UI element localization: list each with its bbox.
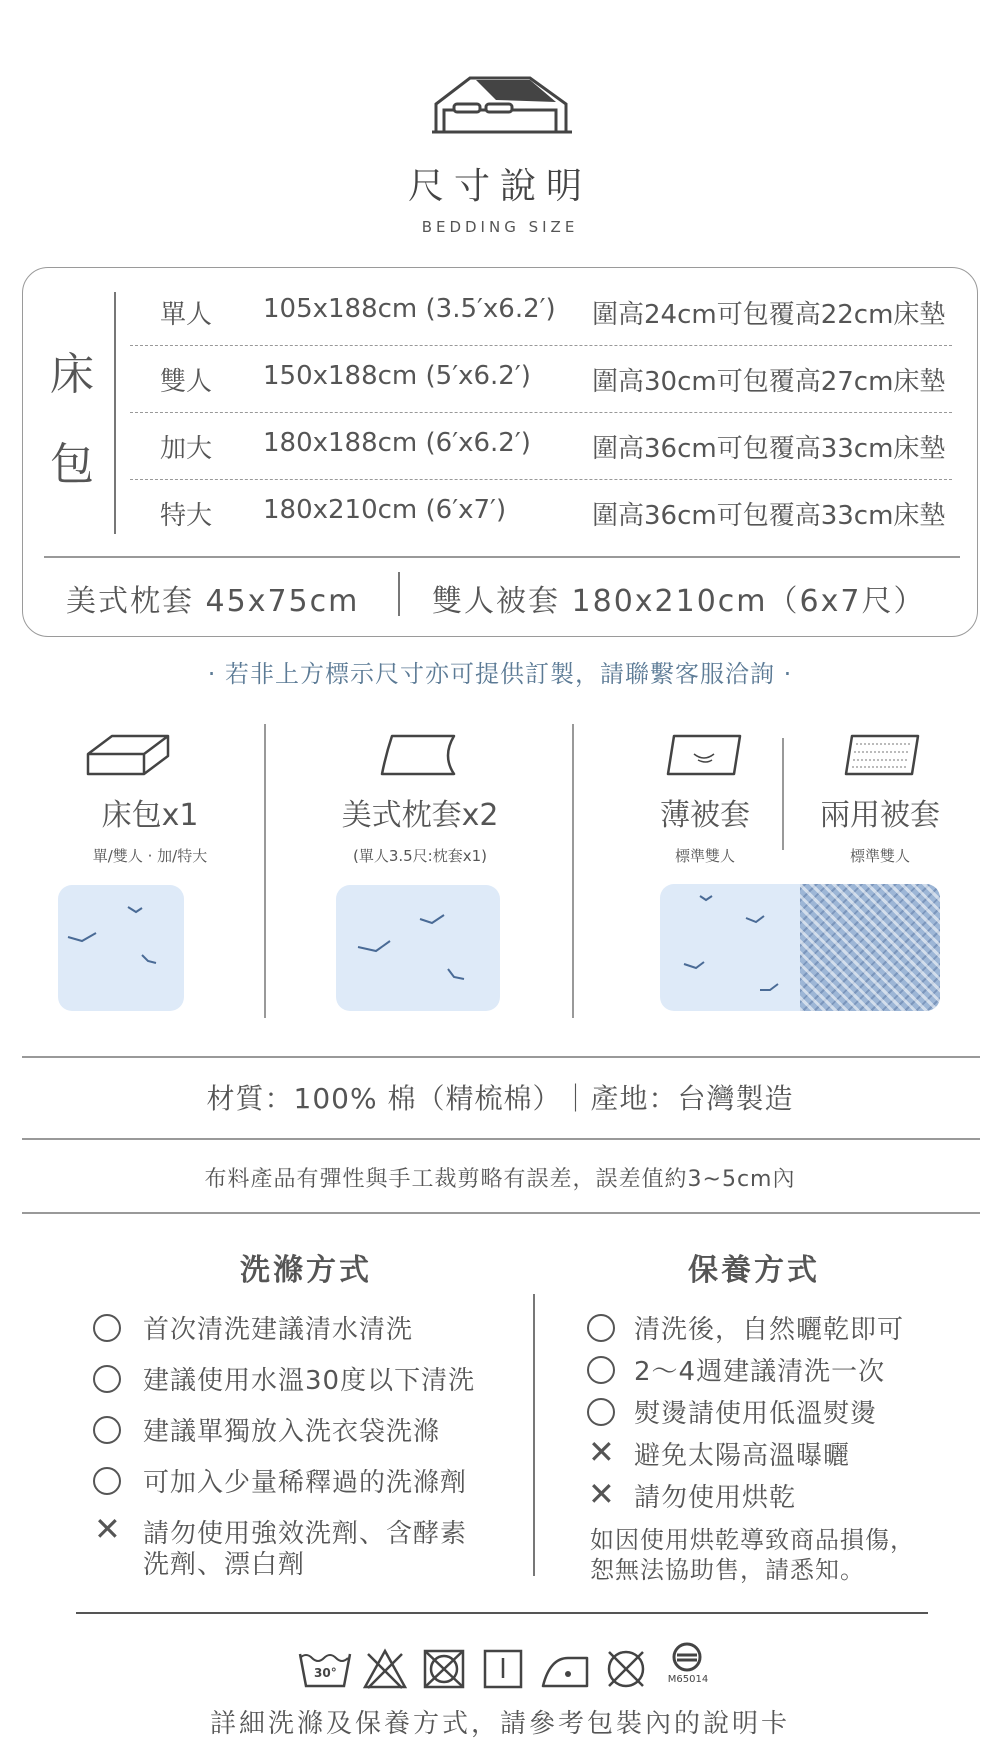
product-subtitle: 標準雙人 <box>849 847 910 865</box>
row-size: 150x188cm (5′x6.2′) <box>263 361 531 391</box>
care-note: 如因使用烘乾導致商品損傷， <box>590 1526 915 1554</box>
section-divider <box>22 1056 980 1058</box>
product-divider <box>264 724 266 1018</box>
table-divider-horizontal <box>44 556 960 558</box>
circle-icon <box>587 1314 615 1342</box>
row-divider <box>130 412 952 413</box>
row-divider <box>130 479 952 480</box>
no-bleach-icon <box>362 1648 408 1694</box>
size-split-line <box>398 572 400 616</box>
material-info: 材質：100% 棉（精梳棉）｜產地：台灣製造 <box>206 1082 794 1115</box>
wash-30-icon <box>298 1648 352 1694</box>
product-divider <box>782 738 784 850</box>
certification-icon <box>662 1642 714 1685</box>
page-subtitle: BEDDING SIZE <box>421 218 579 236</box>
page-title: 尺寸說明 <box>407 166 592 207</box>
circle-icon <box>587 1398 615 1426</box>
row-name: 單人 <box>160 300 213 330</box>
product-title: 薄被套 <box>660 798 750 833</box>
product-subtitle: 標準雙人 <box>674 847 735 865</box>
fabric-swatch-bird <box>58 885 184 1011</box>
row-desc: 圍高36cm可包覆高33cm床墊 <box>592 501 946 531</box>
no-dry-clean-icon <box>604 1648 648 1694</box>
tolerance-note: 布料產品有彈性與手工裁剪略有誤差，誤差值約3~5cm內 <box>204 1167 796 1192</box>
bed-sheet-label-bottom: 包 <box>50 439 94 490</box>
washing-title: 洗滌方式 <box>240 1253 372 1288</box>
product-divider <box>572 724 574 1018</box>
care-item: 請勿使用烘乾 <box>634 1483 797 1513</box>
section-divider <box>22 1138 980 1140</box>
line-dry-icon <box>482 1648 524 1694</box>
row-size: 180x188cm (6′x6.2′) <box>263 428 531 458</box>
no-tumble-dry-icon <box>422 1648 466 1694</box>
cross-icon: ✕ <box>588 1433 615 1471</box>
washing-item: 首次清洗建議清水清洗 <box>143 1315 414 1345</box>
row-desc: 圍高30cm可包覆高27cm床墊 <box>592 367 946 397</box>
wash-temp-label: 30° <box>314 1666 337 1680</box>
care-note: 恕無法協助售，請悉知。 <box>590 1556 865 1584</box>
fitted-sheet-icon <box>84 732 172 784</box>
product-subtitle: (單人3.5尺:枕套x1) <box>352 847 488 865</box>
cross-icon: ✕ <box>94 1510 121 1548</box>
low-iron-icon <box>540 1648 590 1694</box>
pillowcase-icon <box>378 732 458 782</box>
product-title: 床包x1 <box>101 798 199 833</box>
circle-icon <box>587 1356 615 1384</box>
row-divider <box>130 345 952 346</box>
circle-icon <box>93 1416 121 1444</box>
row-name: 雙人 <box>160 367 213 397</box>
washing-item-cont: 洗劑、漂白劑 <box>143 1550 306 1580</box>
care-divider <box>533 1294 535 1576</box>
section-divider <box>76 1612 928 1614</box>
footer-note: 詳細洗滌及保養方式，請參考包裝內的說明卡 <box>209 1709 790 1739</box>
cert-code: M65014 <box>667 1674 709 1685</box>
knit-texture <box>800 884 940 1011</box>
row-name: 特大 <box>160 501 213 531</box>
fabric-swatch-bird <box>660 884 940 1011</box>
product-subtitle: 單/雙人 · 加/特大 <box>92 847 208 865</box>
circle-icon <box>93 1365 121 1393</box>
washing-item: 請勿使用強效洗劑、含酵素 <box>143 1519 468 1549</box>
duvet-size: 雙人被套 180x210cm（6x7尺） <box>432 584 926 619</box>
product-title: 美式枕套x2 <box>341 798 499 833</box>
care-item: 2～4週建議清洗一次 <box>634 1357 886 1387</box>
care-item: 避免太陽高溫曝曬 <box>634 1441 851 1471</box>
pillow-size: 美式枕套 45x75cm <box>66 584 360 619</box>
bed-icon <box>432 74 572 136</box>
circle-icon <box>93 1314 121 1342</box>
washing-item: 建議單獨放入洗衣袋洗滌 <box>143 1417 441 1447</box>
care-item: 熨燙請使用低溫熨燙 <box>634 1399 878 1429</box>
circle-icon <box>93 1467 121 1495</box>
fabric-swatch-bird <box>336 885 500 1011</box>
thin-duvet-icon <box>664 732 744 782</box>
washing-item: 可加入少量稀釋過的洗滌劑 <box>143 1468 468 1498</box>
care-item: 清洗後，自然曬乾即可 <box>634 1315 905 1345</box>
product-title: 兩用被套 <box>820 798 940 833</box>
table-divider <box>114 292 116 534</box>
care-title: 保養方式 <box>688 1253 820 1288</box>
washing-item: 建議使用水溫30度以下清洗 <box>143 1366 476 1396</box>
cross-icon: ✕ <box>588 1475 615 1513</box>
row-desc: 圍高24cm可包覆高22cm床墊 <box>592 300 946 330</box>
row-desc: 圍高36cm可包覆高33cm床墊 <box>592 434 946 464</box>
section-divider <box>22 1212 980 1214</box>
quilt-icon <box>842 732 922 782</box>
custom-note: · 若非上方標示尺寸亦可提供訂製，請聯繫客服洽詢 · <box>207 660 793 688</box>
row-name: 加大 <box>160 434 213 464</box>
row-size: 105x188cm (3.5′x6.2′) <box>263 294 556 324</box>
row-size: 180x210cm (6′x7′) <box>263 495 507 525</box>
bed-sheet-label-top: 床 <box>50 349 94 400</box>
